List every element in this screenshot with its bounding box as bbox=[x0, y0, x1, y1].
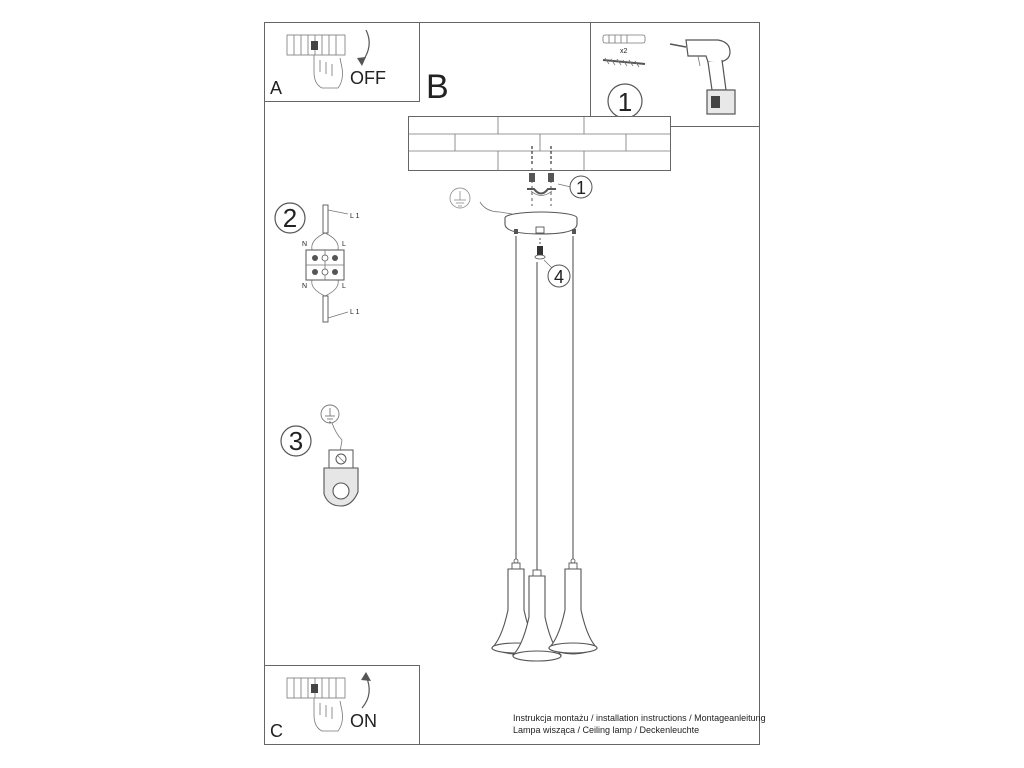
panel-c-action: ON bbox=[350, 711, 377, 731]
fix-leader bbox=[544, 260, 552, 268]
ceiling bbox=[409, 117, 671, 171]
tools-quantity: x2 bbox=[620, 48, 628, 55]
panel-a-box bbox=[265, 23, 420, 102]
ceiling-mount-step-number: 1 bbox=[575, 178, 587, 198]
fixing-screw bbox=[535, 238, 545, 259]
wiring-step-number: 2 bbox=[282, 203, 298, 233]
earth-symbol-icon bbox=[321, 405, 339, 423]
panel-c bbox=[265, 666, 420, 745]
panel-a bbox=[265, 23, 420, 102]
wire-label-l1-top: L 1 bbox=[350, 213, 360, 220]
panel-c-box bbox=[265, 666, 420, 745]
panel-a-action: OFF bbox=[350, 68, 386, 88]
tools-panel bbox=[591, 23, 760, 127]
canopy bbox=[505, 212, 577, 234]
wire-label-l-top: L bbox=[342, 241, 346, 248]
lamp-shade-right bbox=[549, 559, 597, 654]
footer-line-1: Instrukcja montażu / installation instructions / Montageanleitung bbox=[513, 713, 766, 723]
tools-step-number: 1 bbox=[617, 87, 633, 117]
fix-step-number: 4 bbox=[553, 267, 565, 287]
panel-a-letter: A bbox=[270, 78, 283, 98]
ceiling-mount-leader bbox=[558, 184, 571, 187]
footer-line-2: Lampa wisząca / Ceiling lamp / Deckenleuchte bbox=[513, 725, 700, 735]
earth-diagram bbox=[281, 405, 358, 506]
panel-c-letter: C bbox=[270, 721, 283, 741]
mounting-bracket bbox=[527, 168, 556, 206]
wire-label-n-bottom: N bbox=[302, 283, 308, 290]
wire-label-n-top: N bbox=[302, 241, 308, 248]
wire-label-l-bottom: L bbox=[342, 283, 346, 290]
wire-label-l1-bottom: L 1 bbox=[350, 309, 360, 316]
panel-b-letter: B bbox=[426, 68, 449, 106]
wiring-diagram bbox=[275, 203, 360, 322]
earth-ground-icon bbox=[450, 188, 512, 214]
earth-step-number: 3 bbox=[288, 426, 304, 456]
